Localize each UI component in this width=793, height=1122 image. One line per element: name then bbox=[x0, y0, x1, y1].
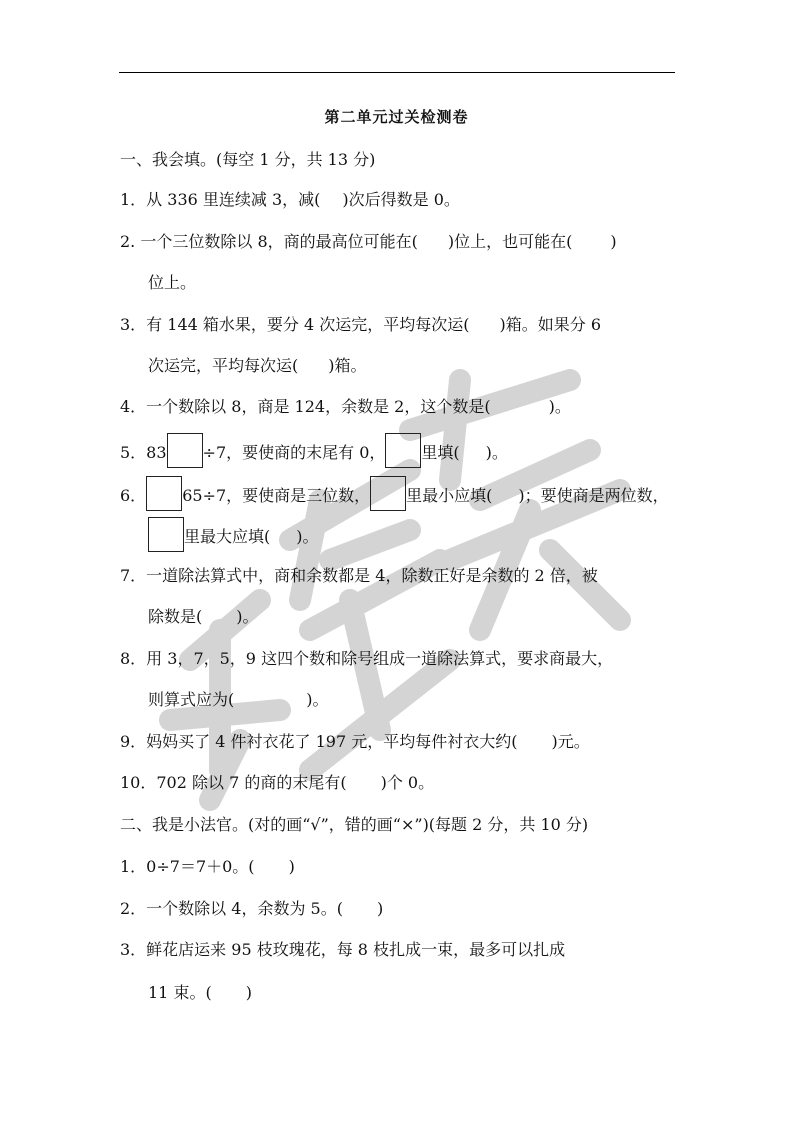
question-1-10: 10．702 除以 7 的商的末尾有( )个 0。 bbox=[120, 773, 435, 792]
question-1-6: 6． 65÷7，要使商是三位数， 里最小应填( )；要使商是两位数， bbox=[120, 482, 676, 511]
question-1-2: 2. 一个三位数除以 8，商的最高位可能在( )位上，也可能在( ) bbox=[120, 232, 617, 251]
question-1-6-cont: 里最大应填( )。 bbox=[148, 523, 704, 552]
answer-box bbox=[167, 433, 203, 468]
question-1-9: 9．妈妈买了 4 件衬衣花了 197 元，平均每件衬衣大约( )元。 bbox=[120, 732, 590, 751]
answer-box bbox=[148, 517, 184, 552]
section2-header: 二、我是小法官。(对的画“√”，错的画“×”)(每题 2 分，共 10 分) bbox=[120, 815, 589, 834]
question-1-7-cont: 除数是( )。 bbox=[148, 607, 259, 626]
section1-header: 一、我会填。(每空 1 分，共 13 分) bbox=[120, 150, 376, 169]
question-2-3-cont: 11 束。( ) bbox=[148, 983, 252, 1002]
header-rule bbox=[119, 72, 675, 73]
answer-box bbox=[146, 476, 182, 511]
question-2-3: 3．鲜花店运来 95 枝玫瑰花，每 8 枝扎成一束，最多可以扎成 bbox=[120, 940, 566, 959]
question-1-2-cont: 位上。 bbox=[148, 273, 197, 292]
question-1-8: 8．用 3，7，5，9 这四个数和除号组成一道除法算式，要求商最大， bbox=[120, 649, 614, 668]
question-1-1: 1．从 336 里连续减 3，减( )次后得数是 0。 bbox=[120, 190, 460, 209]
question-1-7: 7．一道除法算式中，商和余数都是 4，除数正好是余数的 2 倍，被 bbox=[120, 566, 598, 585]
question-2-2: 2．一个数除以 4，余数为 5。( ) bbox=[120, 899, 384, 918]
question-1-5: 5．83 ÷7，要使商的末尾有 0， 里填( )。 bbox=[120, 439, 676, 468]
page-title: 第二单元过关检测卷 bbox=[324, 108, 469, 126]
question-2-1: 1．0÷7＝7＋0。( ) bbox=[120, 857, 295, 876]
question-1-4: 4．一个数除以 8，商是 124，余数是 2，这个数是( )。 bbox=[120, 397, 571, 416]
answer-box bbox=[370, 476, 406, 511]
answer-box bbox=[385, 433, 421, 468]
question-1-8-cont: 则算式应为( )。 bbox=[148, 690, 329, 709]
question-1-3: 3．有 144 箱水果，要分 4 次运完，平均每次运( )箱。如果分 6 bbox=[120, 315, 602, 334]
question-1-3-cont: 次运完，平均每次运( )箱。 bbox=[148, 356, 367, 375]
